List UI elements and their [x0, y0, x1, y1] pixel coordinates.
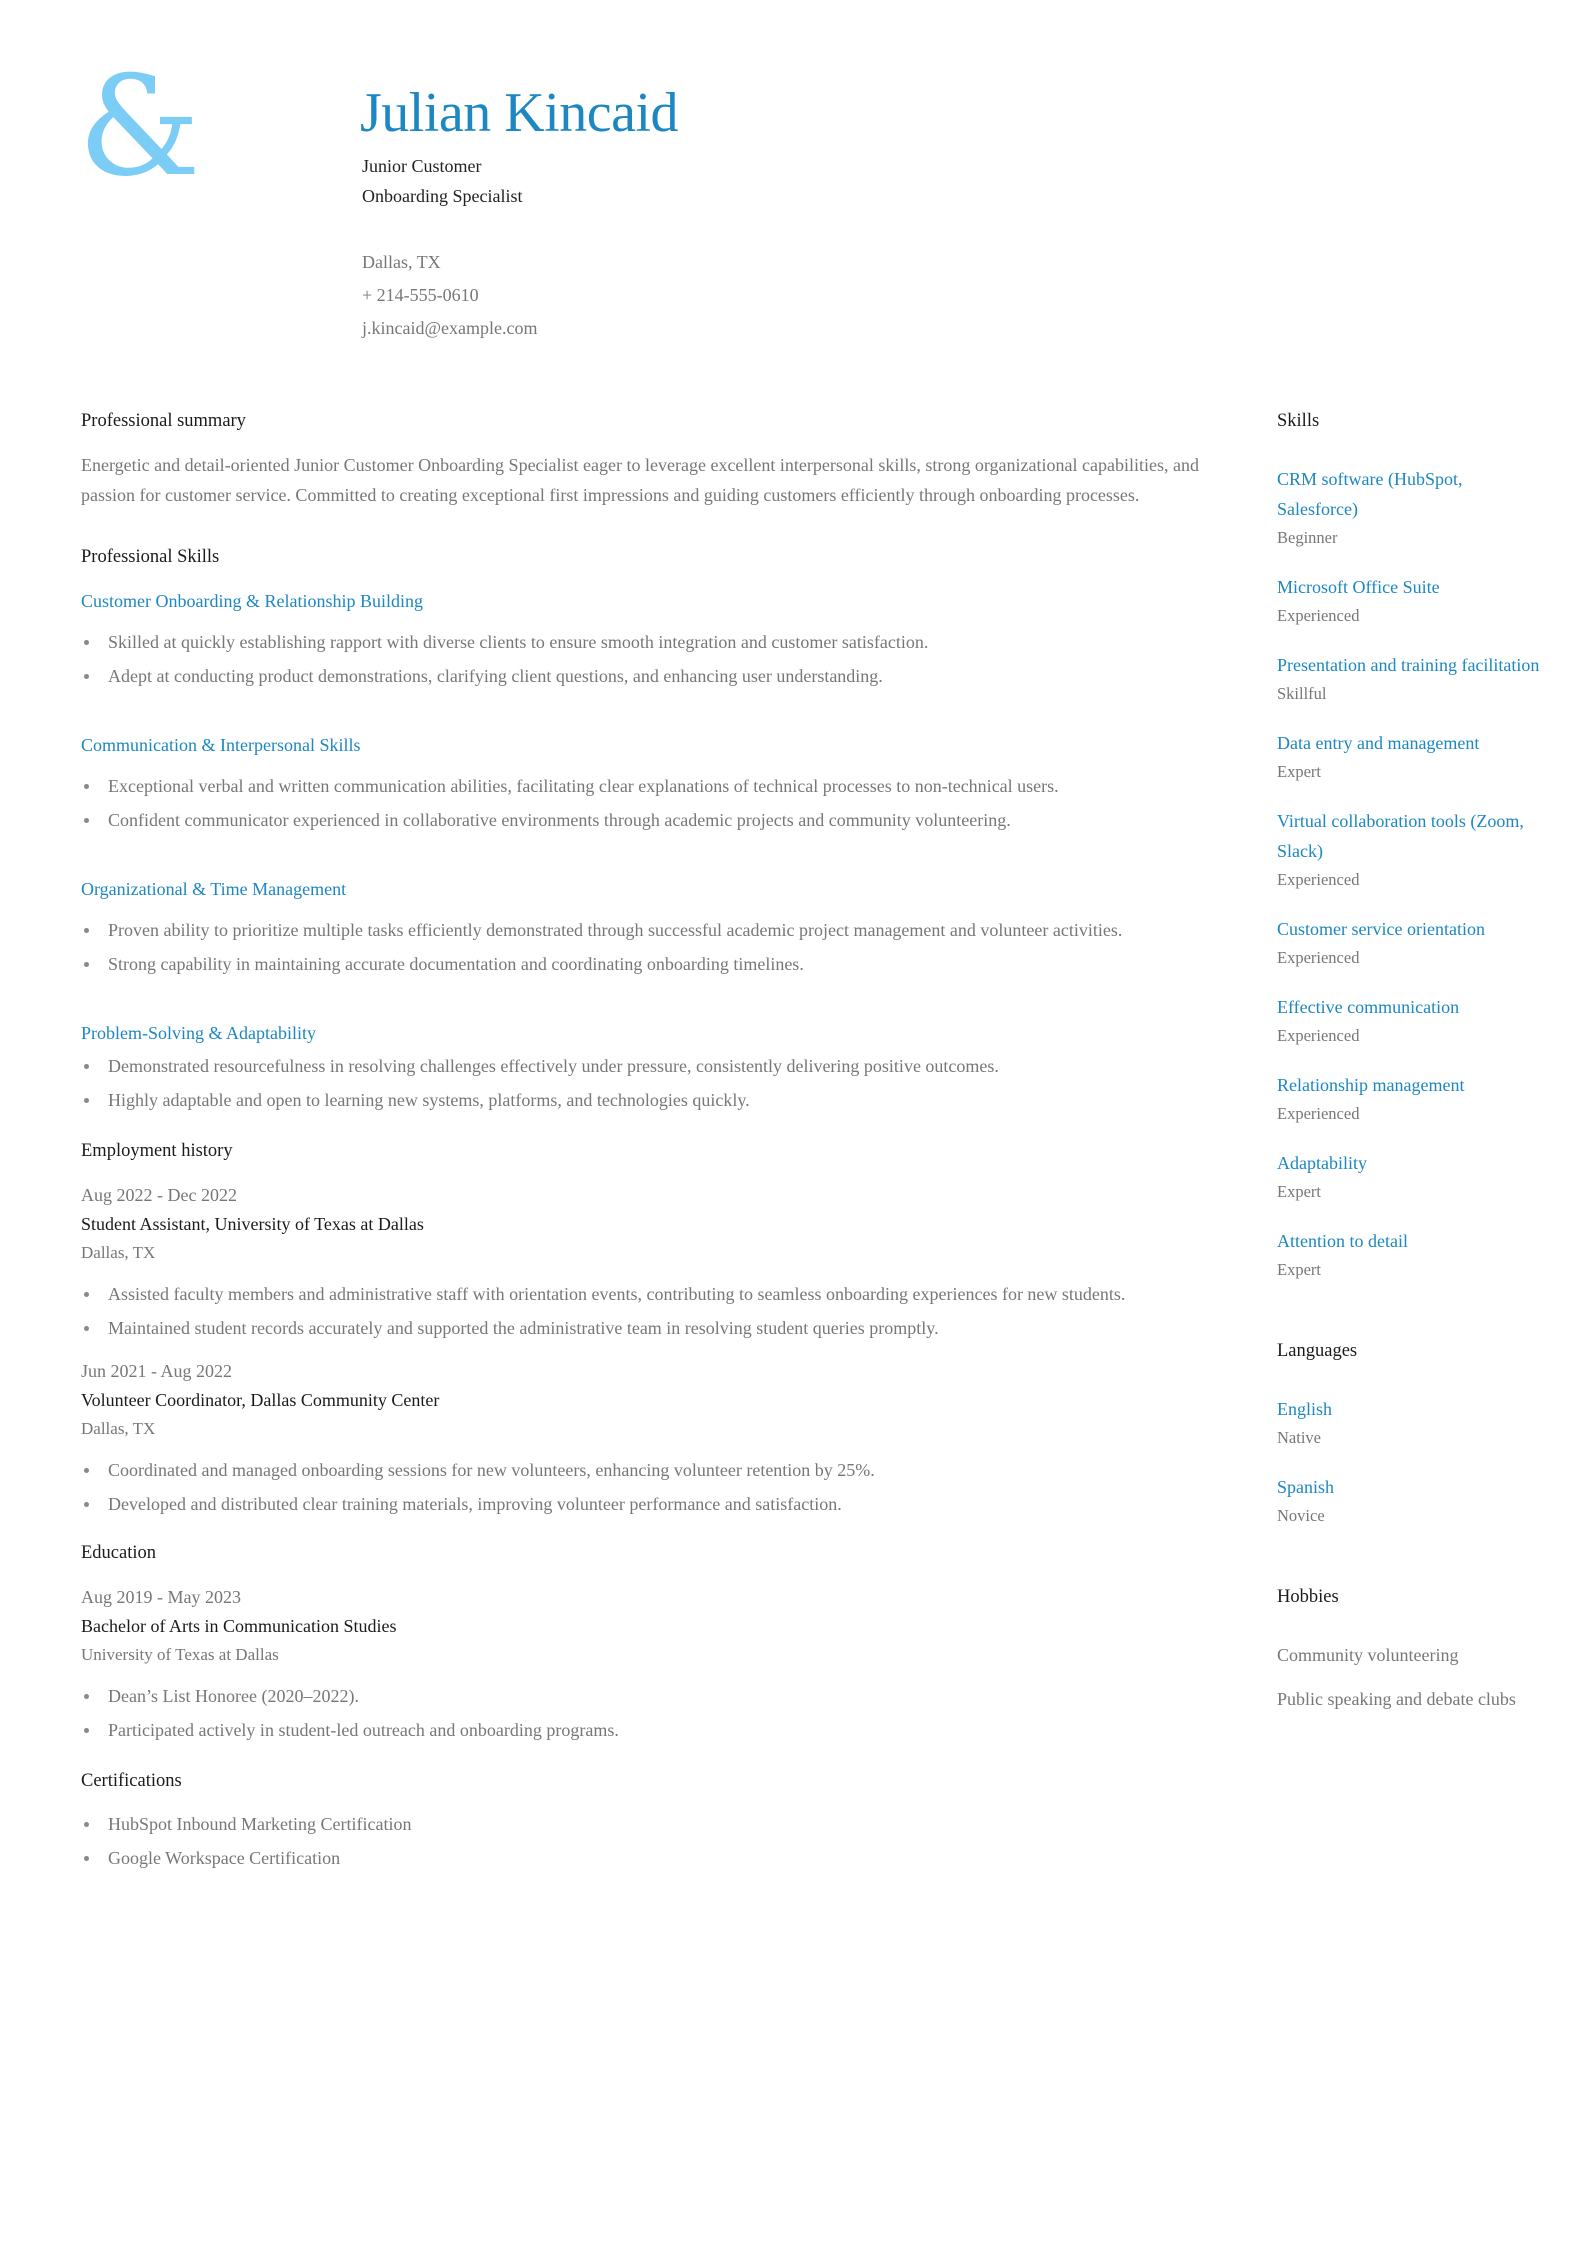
- skill-group: [81, 874, 1236, 978]
- list-item: Demonstrated resourcefulness in resolving challenges effectively under pressure, consistently delivering positive outcomes.: [81, 1052, 1236, 1080]
- skill-item: [1277, 914, 1542, 972]
- side-column: [1277, 406, 1542, 1728]
- list-item: Assisted faculty members and administrative staff with orientation events, contributing to seamless onboarding experiences for new students.: [81, 1280, 1236, 1308]
- list-item: Maintained student records accurately and supported the administrative team in resolving student queries promptly.: [81, 1314, 1236, 1342]
- contact-location: Dallas, TX: [362, 252, 441, 272]
- job-dates: Jun 2021 - Aug 2022: [81, 1361, 233, 1381]
- skill-name: Customer service orientation: [1277, 919, 1485, 939]
- summary-text: Energetic and detail-oriented Junior Customer Onboarding Specialist eager to leverage excellent interpersonal skills, strong organizational capabilities, and passion for customer service. Committed to creating exceptional first impressions and guiding customers efficiently through onboarding processes.: [81, 455, 1199, 505]
- list-item: Google Workspace Certification: [81, 1844, 1236, 1872]
- language-level: Novice: [1277, 1506, 1325, 1525]
- education-degree: Bachelor of Arts in Communication Studies: [81, 1616, 397, 1636]
- skill-item: [1277, 992, 1542, 1050]
- list-item: Exceptional verbal and written communication abilities, facilitating clear explanations of technical processes to non-technical users.: [81, 772, 1236, 800]
- section-languages: [1277, 1336, 1542, 1530]
- skill-level: Experienced: [1277, 1104, 1360, 1123]
- hobby-item: Public speaking and debate clubs: [1277, 1689, 1516, 1709]
- section-title: Skills: [1277, 411, 1320, 431]
- skill-item: [1277, 1148, 1542, 1206]
- skill-item: [1277, 728, 1542, 786]
- job-location: Dallas, TX: [81, 1419, 156, 1438]
- section-title: Professional summary: [81, 411, 246, 431]
- language-item: [1277, 1472, 1542, 1530]
- hobby-item: Community volunteering: [1277, 1645, 1459, 1665]
- skill-name: Relationship management: [1277, 1075, 1465, 1095]
- skill-level: Experienced: [1277, 606, 1360, 625]
- section-title: Employment history: [81, 1141, 233, 1161]
- job-role: Volunteer Coordinator, Dallas Community Center: [81, 1390, 440, 1410]
- language-level: Native: [1277, 1428, 1321, 1447]
- section-employment-history: [81, 1136, 1236, 1518]
- list-item: Highly adaptable and open to learning new systems, platforms, and technologies quickly.: [81, 1086, 1236, 1114]
- skill-item: [1277, 1226, 1542, 1284]
- contact-email[interactable]: j.kincaid@example.com: [362, 318, 538, 338]
- bullet-list: [81, 1280, 1236, 1342]
- contact-info: [362, 246, 538, 345]
- language-name: Spanish: [1277, 1477, 1335, 1497]
- list-item: Strong capability in maintaining accurate documentation and coordinating onboarding timelines.: [81, 950, 1236, 978]
- section-education: [81, 1538, 1236, 1744]
- skill-level: Experienced: [1277, 948, 1360, 967]
- bullet-list: [81, 1682, 1236, 1744]
- list-item: Proven ability to prioritize multiple tasks efficiently demonstrated through successful academic project management and volunteer activities.: [81, 916, 1236, 944]
- list-item: Skilled at quickly establishing rapport with diverse clients to ensure smooth integration and customer satisfaction.: [81, 628, 1236, 656]
- skill-name: Adaptability: [1277, 1153, 1367, 1173]
- skill-item: [1277, 572, 1542, 630]
- skill-group: [81, 730, 1236, 834]
- skill-name: Effective communication: [1277, 997, 1460, 1017]
- list-item: Participated actively in student-led outreach and onboarding programs.: [81, 1716, 1236, 1744]
- skill-group: [81, 1018, 1236, 1114]
- list-item: Confident communicator experienced in collaborative environments through academic projects and community volunteering.: [81, 806, 1236, 834]
- job-title: [362, 151, 522, 211]
- skill-group: [81, 586, 1236, 690]
- skill-group-title: Organizational & Time Management: [81, 879, 347, 899]
- ampersand-logo-icon: &: [78, 46, 201, 207]
- skill-group-title: Communication & Interpersonal Skills: [81, 735, 361, 755]
- list-item: HubSpot Inbound Marketing Certification: [81, 1810, 1236, 1838]
- list-item: Adept at conducting product demonstrations, clarifying client questions, and enhancing user understanding.: [81, 662, 1236, 690]
- skill-level: Skillful: [1277, 684, 1327, 703]
- job-dates: Aug 2022 - Dec 2022: [81, 1185, 237, 1205]
- contact-phone[interactable]: + 214-555-0610: [362, 285, 479, 305]
- skill-level: Expert: [1277, 1182, 1321, 1201]
- skill-name: Presentation and training facilitation: [1277, 655, 1540, 675]
- language-item: [1277, 1394, 1542, 1452]
- skill-group-title: Problem-Solving & Adaptability: [81, 1023, 316, 1043]
- skill-name: Data entry and management: [1277, 733, 1480, 753]
- skill-name: Virtual collaboration tools (Zoom, Slack): [1277, 811, 1524, 861]
- job-title-line-2: Onboarding Specialist: [362, 186, 523, 206]
- skill-level: Expert: [1277, 1260, 1321, 1279]
- bullet-list: [81, 1456, 1236, 1518]
- education-entry: [81, 1582, 1236, 1744]
- section-title: Certifications: [81, 1771, 182, 1791]
- job-entry: [81, 1356, 1236, 1518]
- skill-level: Beginner: [1277, 528, 1338, 547]
- section-professional-skills: [81, 542, 1236, 1114]
- job-role: Student Assistant, University of Texas at Dallas: [81, 1214, 424, 1234]
- education-school: University of Texas at Dallas: [81, 1645, 279, 1664]
- job-entry: [81, 1180, 1236, 1342]
- language-name: English: [1277, 1399, 1333, 1419]
- section-title: Hobbies: [1277, 1587, 1339, 1607]
- job-title-line-1: Junior Customer: [362, 156, 482, 176]
- bullet-list: [81, 772, 1236, 834]
- education-dates: Aug 2019 - May 2023: [81, 1587, 241, 1607]
- main-column: [81, 406, 1236, 1878]
- bullet-list: [81, 628, 1236, 690]
- section-title: Languages: [1277, 1341, 1358, 1361]
- section-title: Professional Skills: [81, 547, 220, 567]
- skill-name: CRM software (HubSpot, Salesforce): [1277, 469, 1463, 519]
- skill-name: Attention to detail: [1277, 1231, 1408, 1251]
- section-certifications: [81, 1766, 1236, 1872]
- skill-group-title: Customer Onboarding & Relationship Building: [81, 591, 423, 611]
- section-professional-summary: [81, 406, 1236, 510]
- skill-item: [1277, 1070, 1542, 1128]
- candidate-name: Julian Kincaid: [360, 82, 679, 144]
- list-item: Developed and distributed clear training materials, improving volunteer performance and satisfaction.: [81, 1490, 1236, 1518]
- bullet-list: [81, 1810, 1236, 1872]
- bullet-list: [81, 916, 1236, 978]
- list-item: Dean’s List Honoree (2020–2022).: [81, 1682, 1236, 1710]
- section-skills: [1277, 406, 1542, 1284]
- skill-item: [1277, 464, 1542, 552]
- skill-level: Experienced: [1277, 870, 1360, 889]
- job-location: Dallas, TX: [81, 1243, 156, 1262]
- skill-name: Microsoft Office Suite: [1277, 577, 1440, 597]
- bullet-list: [81, 1052, 1236, 1114]
- section-title: Education: [81, 1543, 157, 1563]
- skill-item: [1277, 650, 1542, 708]
- skill-level: Expert: [1277, 762, 1321, 781]
- section-hobbies: [1277, 1582, 1542, 1714]
- list-item: Coordinated and managed onboarding sessions for new volunteers, enhancing volunteer retention by 25%.: [81, 1456, 1236, 1484]
- skill-level: Experienced: [1277, 1026, 1360, 1045]
- skill-item: [1277, 806, 1542, 894]
